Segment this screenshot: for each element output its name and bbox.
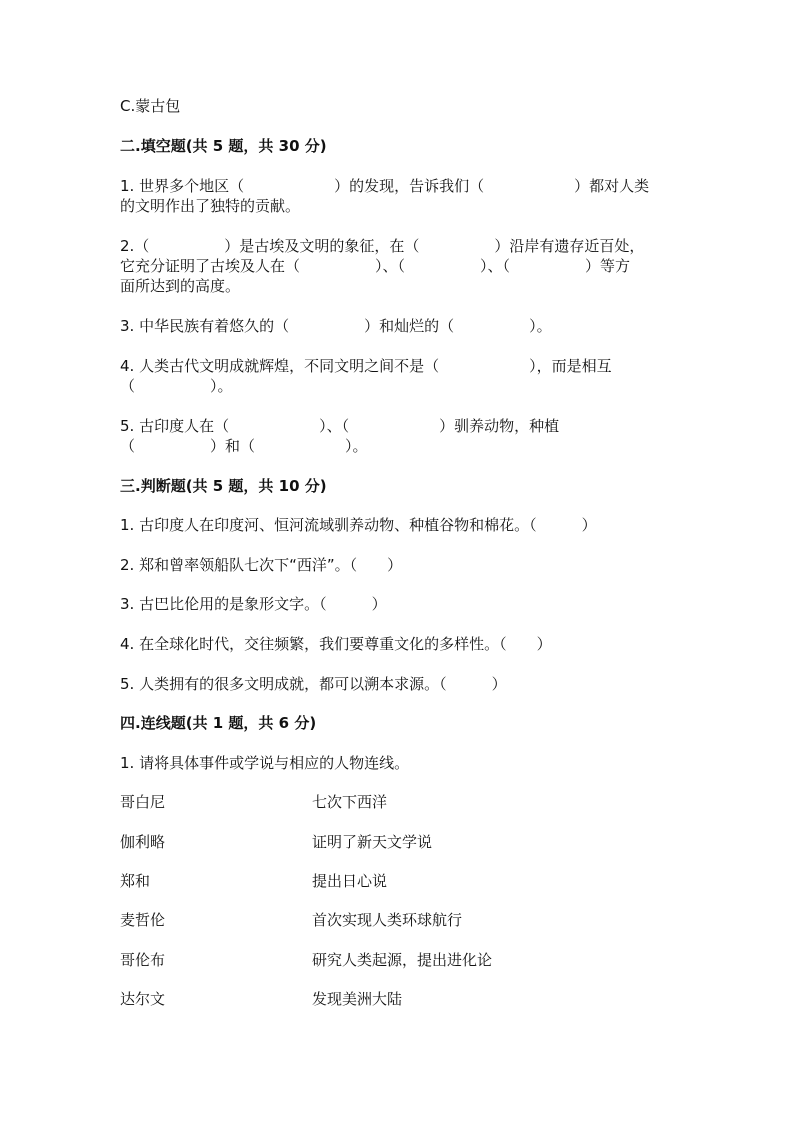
section-title-judge: 三.判断题(共 5 题，共 10 分)	[120, 477, 327, 495]
fill-q4-line2: （ ）。	[120, 377, 233, 395]
fill-q2-line2: 它充分证明了古埃及人在（ ）、（ ）、（ ）等方	[120, 257, 631, 275]
match-left-item: 郑和	[120, 872, 151, 890]
match-left-item: 达尔文	[120, 990, 166, 1008]
section-title-fill: 二.填空题(共 5 题，共 30 分)	[120, 137, 327, 155]
judge-q2: 2. 郑和曾率领船队七次下“西洋”。（ ）	[120, 556, 403, 574]
judge-q5: 5. 人类拥有的很多文明成就，都可以溯本求源。（ ）	[120, 675, 507, 693]
match-right-item: 提出日心说	[312, 872, 388, 890]
match-prompt: 1. 请将具体事件或学说与相应的人物连线。	[120, 754, 410, 772]
match-right-item: 研究人类起源，提出进化论	[312, 951, 493, 969]
option-c: C.蒙古包	[120, 97, 181, 115]
judge-q1: 1. 古印度人在印度河、恒河流域驯养动物、种植谷物和棉花。（ ）	[120, 516, 597, 534]
match-left-item: 哥伦布	[120, 951, 166, 969]
section-title-match: 四.连线题(共 1 题，共 6 分)	[120, 714, 317, 732]
fill-q2-line3: 面所达到的高度。	[120, 277, 241, 295]
judge-q4: 4. 在全球化时代，交往频繁，我们要尊重文化的多样性。（ ）	[120, 635, 552, 653]
fill-q5-line2: （ ）和（ ）。	[120, 437, 368, 455]
match-left-item: 伽利略	[120, 833, 166, 851]
fill-q1-line1: 1. 世界多个地区（ ）的发现，告诉我们（ ）都对人类	[120, 177, 650, 195]
fill-q1-line2: 的文明作出了独特的贡献。	[120, 197, 301, 215]
match-right-item: 七次下西洋	[312, 793, 388, 811]
fill-q3: 3. 中华民族有着悠久的（ ）和灿烂的（ ）。	[120, 317, 552, 335]
match-right-item: 证明了新天文学说	[312, 833, 433, 851]
match-right-item: 发现美洲大陆	[312, 990, 403, 1008]
fill-q5-line1: 5. 古印度人在（ ）、（ ）驯养动物，种植	[120, 417, 560, 435]
match-right-item: 首次实现人类环球航行	[312, 911, 463, 929]
match-left-item: 哥白尼	[120, 793, 166, 811]
match-left-item: 麦哲伦	[120, 911, 166, 929]
fill-q2-line1: 2.（ ）是古埃及文明的象征，在（ ）沿岸有遗存近百处，	[120, 237, 645, 255]
fill-q4-line1: 4. 人类古代文明成就辉煌，不同文明之间不是（ ），而是相互	[120, 357, 612, 375]
judge-q3: 3. 古巴比伦用的是象形文字。（ ）	[120, 595, 387, 613]
